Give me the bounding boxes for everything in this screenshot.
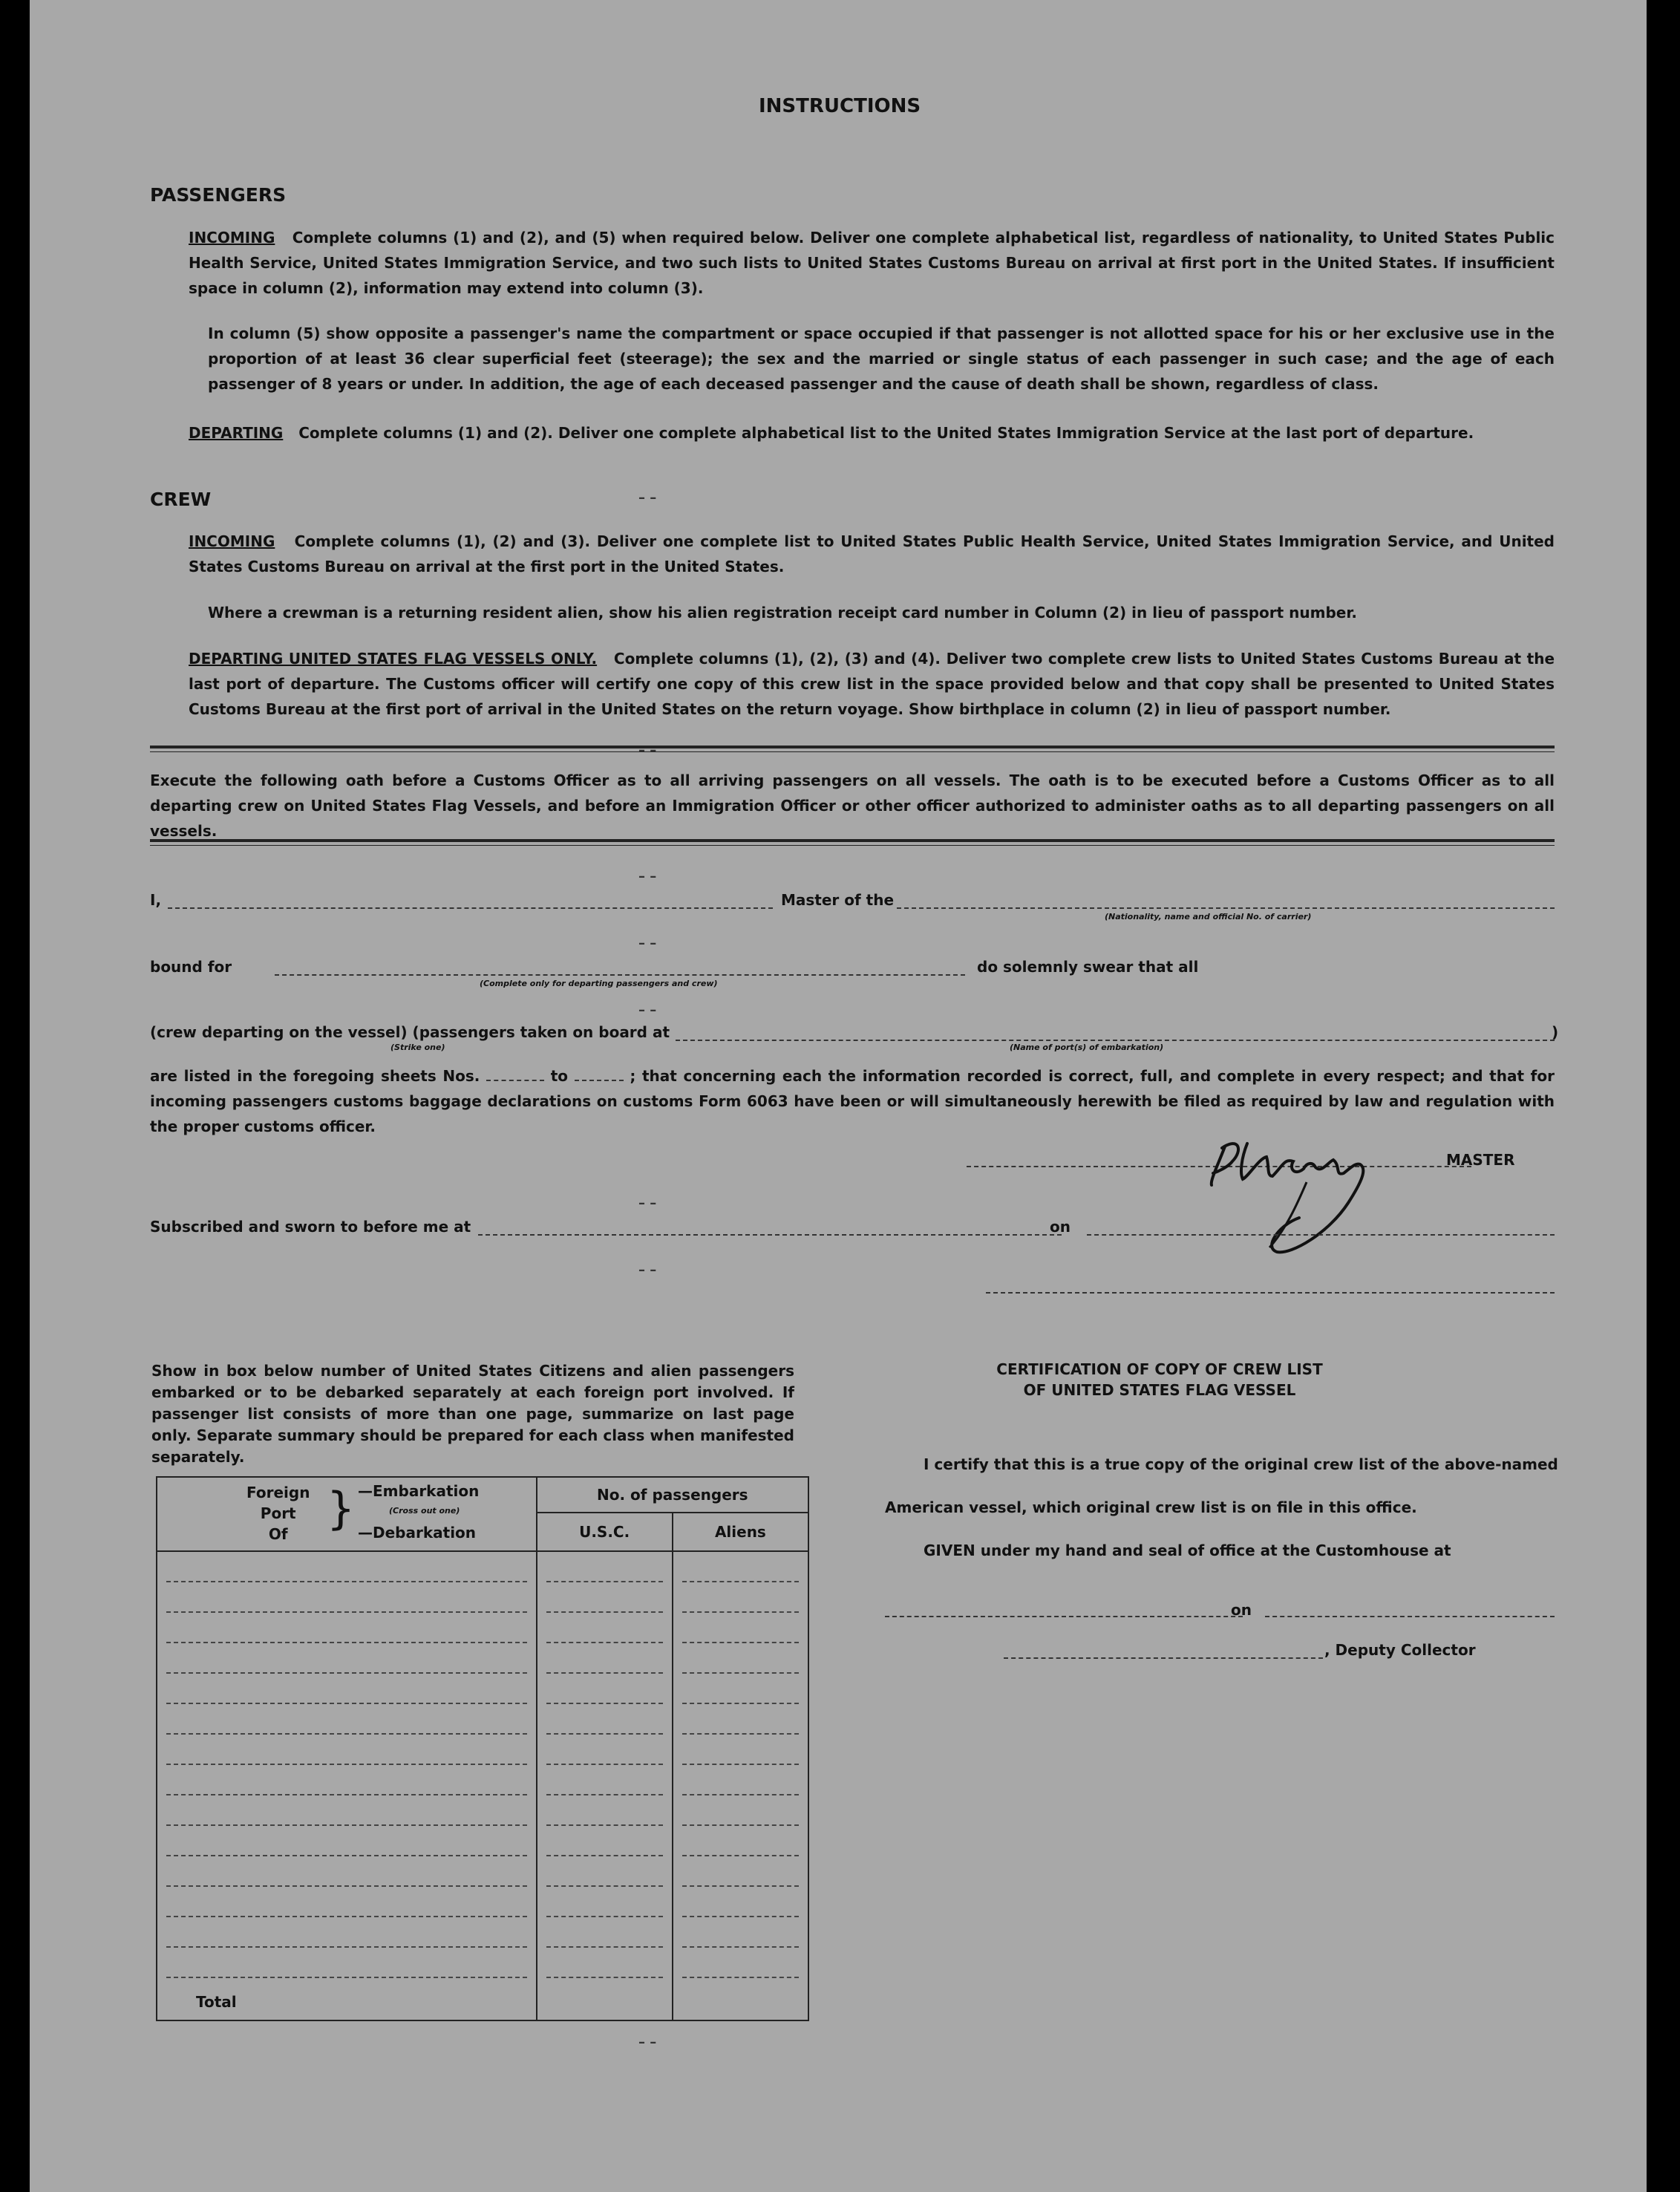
listed-b: ; that concerning each the information recorded is correct, full, and complete in every respect; and that for incoming passengers customs baggage declarations on customs Form 6063 have been or will simultaneously herewith be filed as required by law and regulation with the proper customs officer.: [150, 1067, 1555, 1135]
aliens-row[interactable]: [682, 1765, 799, 1795]
usc-row[interactable]: [546, 1948, 663, 1978]
usc-row[interactable]: [546, 1826, 663, 1856]
total-label: Total: [196, 1993, 237, 2011]
listed-a: are listed in the foregoing sheets Nos.: [150, 1067, 480, 1085]
passengers-departing: [189, 420, 1555, 446]
page-title: INSTRUCTIONS: [759, 95, 921, 117]
port-row[interactable]: [166, 1552, 527, 1582]
crew-incoming: [189, 529, 1555, 579]
aliens-row[interactable]: [682, 1917, 799, 1948]
aliens-column: [673, 1551, 808, 2020]
port-row[interactable]: [166, 1765, 527, 1795]
aliens-row[interactable]: [682, 1643, 799, 1674]
master-label: MASTER: [1446, 1151, 1515, 1169]
cross-out-note: (Cross out one): [389, 1506, 460, 1516]
port-row[interactable]: [166, 1735, 527, 1765]
crew-incoming-label: INCOMING: [189, 532, 275, 550]
sheet-to-field[interactable]: [575, 1080, 624, 1081]
certification-on-label: on: [1231, 1601, 1252, 1619]
aliens-label: Aliens: [714, 1523, 766, 1541]
sworn-on-label: on: [1050, 1218, 1071, 1236]
certification-line-1: I certify that this is a true copy of the original crew list of the above-named: [924, 1455, 1558, 1473]
embarkation-label: —Embarkation: [358, 1482, 480, 1500]
certification-line-2: American vessel, which original crew list is on file in this office.: [885, 1498, 1417, 1516]
port-row[interactable]: [166, 1613, 527, 1643]
crew-departing-label: DEPARTING UNITED STATES FLAG VESSELS ONLY.: [189, 650, 598, 668]
summary-port-header: Foreign Port Of } —Embarkation (Cross out one) —Debarkation: [157, 1477, 537, 1551]
oath-i-label: I,: [150, 891, 162, 909]
sworn-date-field[interactable]: [1087, 1234, 1555, 1236]
aliens-row[interactable]: [682, 1582, 799, 1613]
customhouse-field[interactable]: [885, 1616, 1243, 1617]
master-signature: [1195, 1114, 1448, 1270]
usc-row[interactable]: [546, 1765, 663, 1795]
usc-row[interactable]: [546, 1917, 663, 1948]
passengers-column5: In column (5) show opposite a passenger's name the compartment or space occupied if that passenger is not allotted space for his or her exclusive use in the proportion of at least 36 clear superficial feet (steerage); the sex and the married or single status of each passenger in such case; and the age of each passenger of 8 years or under. In addition, the age of each deceased passenger and the cause of death shall be shown, regardless of class.: [208, 324, 1555, 393]
aliens-row[interactable]: [682, 1674, 799, 1704]
usc-column: [537, 1551, 673, 2020]
aliens-row[interactable]: [682, 1704, 799, 1735]
usc-row[interactable]: [546, 1613, 663, 1643]
foreign-label: Foreign: [246, 1484, 310, 1501]
passengers-incoming-text: Complete columns (1) and (2), and (5) when required below. Deliver one complete alphabetical list, regardless of nationality, to United States Public Health Service, United States Immigration Service, and two such lists to United States Customs Bureau on arrival at first port in the United States. If insufficient space in column (2), information may extend into column (3).: [189, 229, 1555, 297]
divider-1: [150, 746, 1555, 748]
certification-line-3: GIVEN under my hand and seal of office at the Customhouse at: [924, 1542, 1451, 1559]
debarkation-label: —Debarkation: [358, 1524, 477, 1542]
officer-signature-field[interactable]: [986, 1292, 1555, 1294]
listed-to: to: [550, 1067, 569, 1085]
master-name-field[interactable]: [168, 907, 773, 909]
of-label: Of: [268, 1525, 288, 1543]
port-row[interactable]: [166, 1582, 527, 1613]
strike-one-note: (Strike one): [390, 1043, 445, 1052]
certification-title-1: CERTIFICATION OF COPY OF CREW LIST: [996, 1360, 1323, 1378]
usc-row[interactable]: [546, 1674, 663, 1704]
usc-row[interactable]: [546, 1887, 663, 1917]
bound-for-field[interactable]: [275, 974, 965, 976]
form-sheet: INSTRUCTIONS PASSENGERS INCOMING Complete columns (1) and (2), and (5) when required below. Deliver one complete alphabetical list, regardless of nationality, to United States Public Health Service, United States Immigration Service, and two such lists to United States Customs Bureau on arrival at first port in the United States. If insufficient space in column (2), information may extend into column (3). In column (5) show opposite a passenger's name the compartment or space occupied if that passenger is not allotted space for his or her exclusive use in the proportion of at least 36 clear superficial feet (steerage); the sex and the married or single status of each passenger in such case; and the age of each passenger of 8 years or under. In addition, the age of each deceased passenger and the cause of death shall be shown, regardless of class. DEPARTING Complete columns (1) and (2). Deliver one complete alphabetical list to the United States Immigration Service at the last port of departure. CREW INCOMING Complete columns (1), (2) and (3). Deliver one complete list to United States Public Health Service, United States Immigration Service, and United States Customs Bureau on arrival at the first port in the United States. Where a crewman is a returning resident alien, show his alien registration receipt card number in Column (2) in lieu of passport number. DEPARTING UNITED STATES FLAG VESSELS ONLY. Complete columns (1), (2), (3) and (4). Deliver two complete crew lists to United States Customs Bureau at the last port of departure. The Customs officer will certify one copy of this crew list in the space provided below and that copy shall be presented to United States Customs Bureau at the first port of arrival in the United States on the return voyage. Show birthplace in column (2) in lieu of passport number. Execute the following oath before a Customs Officer as to all arriving passengers on all vessels. The oath is to be executed before a Customs Officer as to all departing crew on United States Flag Vessels, and before an Immigration Officer or other officer authorized to administer oaths as to all departing passengers on all vessels. I, Master of the (Nationality, name and official No. of carrier) bound for (Complete only for departing passengers and crew) do solemnly swear that all (crew departing on the vessel) (passengers taken on board at ) (Strike one) (Name of port(s) of embarkation) are listed in the foregoing sheets Nos. to ; that concerning each the information recorded is correct, full, and complete in every respect; and that for incoming passengers customs baggage declarations on customs Form 6063 have been or will simultaneously herewith be filed as required by law and regulation with the proper customs officer. MASTER Subscribed and sworn to before me at on Show in box below number of United States Citizens and alien passengers embarked or to be debarked separately at each foreign port involved. If passenger list consists of more than one page, summarize on last page only. Separate summary should be prepared for each class when manifested separately. Foreign Port Of } —Embarkation (Cross out one) —Debarkation No. of passengers U.S.C. Aliens Total CERTIFICATION OF COPY OF CREW LIST OF UNITED STATES FLAG VESSEL I certify that this is a true copy of the original crew list of the above-named American vessel, which original crew list is on file in this office. GIVEN under my hand and seal of office at the Customhouse at on , Deputy Collector – – – – – – – – – – – – – – – –: [30, 0, 1647, 2192]
usc-row[interactable]: [546, 1856, 663, 1887]
aliens-row[interactable]: [682, 1613, 799, 1643]
sheet-from-field[interactable]: [486, 1080, 544, 1081]
divider-2: [150, 839, 1555, 842]
deputy-collector-label: , Deputy Collector: [1324, 1641, 1476, 1659]
usc-row[interactable]: [546, 1704, 663, 1735]
swear-label: do solemnly swear that all: [977, 958, 1199, 976]
aliens-row[interactable]: [682, 1856, 799, 1887]
passengers-count-header: [537, 1477, 808, 1551]
port-row[interactable]: [166, 1917, 527, 1948]
complete-only-note: (Complete only for departing passengers and crew): [480, 979, 718, 988]
aliens-row[interactable]: [682, 1948, 799, 1978]
passengers-heading: PASSENGERS: [150, 184, 287, 206]
passengers-incoming: [189, 225, 1555, 301]
port-row[interactable]: [166, 1704, 527, 1735]
master-of-the-label: Master of the: [781, 891, 895, 909]
usc-row[interactable]: [546, 1552, 663, 1582]
port-column: [157, 1551, 537, 2020]
sworn-place-field[interactable]: [478, 1234, 1062, 1236]
aliens-row[interactable]: [682, 1735, 799, 1765]
carrier-field[interactable]: [897, 907, 1555, 909]
port-row[interactable]: [166, 1643, 527, 1674]
usc-row[interactable]: [546, 1582, 663, 1613]
port-label: Port: [260, 1504, 296, 1522]
passengers-incoming-label: INCOMING: [189, 229, 275, 247]
subscribed-label: Subscribed and sworn to before me at: [150, 1218, 471, 1236]
certification-date-field[interactable]: [1265, 1616, 1555, 1617]
summary-table: [156, 1476, 809, 2021]
usc-row[interactable]: [546, 1735, 663, 1765]
crew-resident: Where a crewman is a returning resident alien, show his alien registration receipt card number in Column (2) in lieu of passport number.: [208, 604, 1357, 622]
no-of-passengers-label: No. of passengers: [537, 1478, 808, 1513]
crew-heading: CREW: [150, 489, 212, 510]
port-row[interactable]: [166, 1795, 527, 1826]
aliens-row[interactable]: [682, 1826, 799, 1856]
port-row[interactable]: [166, 1948, 527, 1978]
embarkation-port-field[interactable]: [676, 1040, 1555, 1041]
certification-title-2: OF UNITED STATES FLAG VESSEL: [1023, 1381, 1296, 1399]
bound-for-label: bound for: [150, 958, 232, 976]
usc-label: U.S.C.: [537, 1513, 673, 1550]
port-row[interactable]: [166, 1826, 527, 1856]
close-paren: ): [1552, 1023, 1559, 1041]
usc-row[interactable]: [546, 1795, 663, 1826]
deputy-signature-field[interactable]: [1004, 1657, 1323, 1659]
port-note: (Name of port(s) of embarkation): [1010, 1043, 1164, 1052]
summary-intro: Show in box below number of United States Citizens and alien passengers embarked or to be debarked separately at each foreign port involved. If passenger list consists of more than one page, summarize on last page only. Separate summary should be prepared for each class when manifested separately.: [151, 1362, 794, 1466]
aliens-row[interactable]: [682, 1795, 799, 1826]
crew-departing-text: Complete columns (1), (2), (3) and (4). Deliver two complete crew lists to United States Customs Bureau at the last port of departure. The Customs officer will certify one copy of this crew list in the space provided below and that copy shall be presented to United States Customs Bureau at the first port of arrival in the United States on the return voyage. Show birthplace in column (2) in lieu of passport number.: [189, 650, 1555, 718]
port-row[interactable]: [166, 1856, 527, 1887]
oath-intro: Execute the following oath before a Customs Officer as to all arriving passengers on all vessels. The oath is to be executed before a Customs Officer as to all departing crew on United States Flag Vessels, and before an Immigration Officer or other officer authorized to administer oaths as to all departing passengers on all vessels.: [150, 772, 1555, 840]
divider-1b: [150, 751, 1555, 752]
passengers-departing-label: DEPARTING: [189, 424, 284, 442]
crew-incoming-text: Complete columns (1), (2) and (3). Deliver one complete list to United States Public Health Service, United States Immigration Service, and United States Customs Bureau on arrival at the first port in the United States.: [189, 532, 1555, 575]
port-row[interactable]: [166, 1887, 527, 1917]
divider-2b: [150, 845, 1555, 846]
usc-row[interactable]: [546, 1643, 663, 1674]
passengers-departing-text: Complete columns (1) and (2). Deliver one complete alphabetical list to the United States Immigration Service at the last port of departure.: [298, 424, 1474, 442]
port-row[interactable]: [166, 1674, 527, 1704]
nationality-note: (Nationality, name and official No. of carrier): [1105, 912, 1312, 922]
crew-departing-label-oath: (crew departing on the vessel) (passengers taken on board at: [150, 1023, 670, 1041]
crew-departing: [189, 646, 1555, 722]
aliens-row[interactable]: [682, 1552, 799, 1582]
aliens-row[interactable]: [682, 1887, 799, 1917]
